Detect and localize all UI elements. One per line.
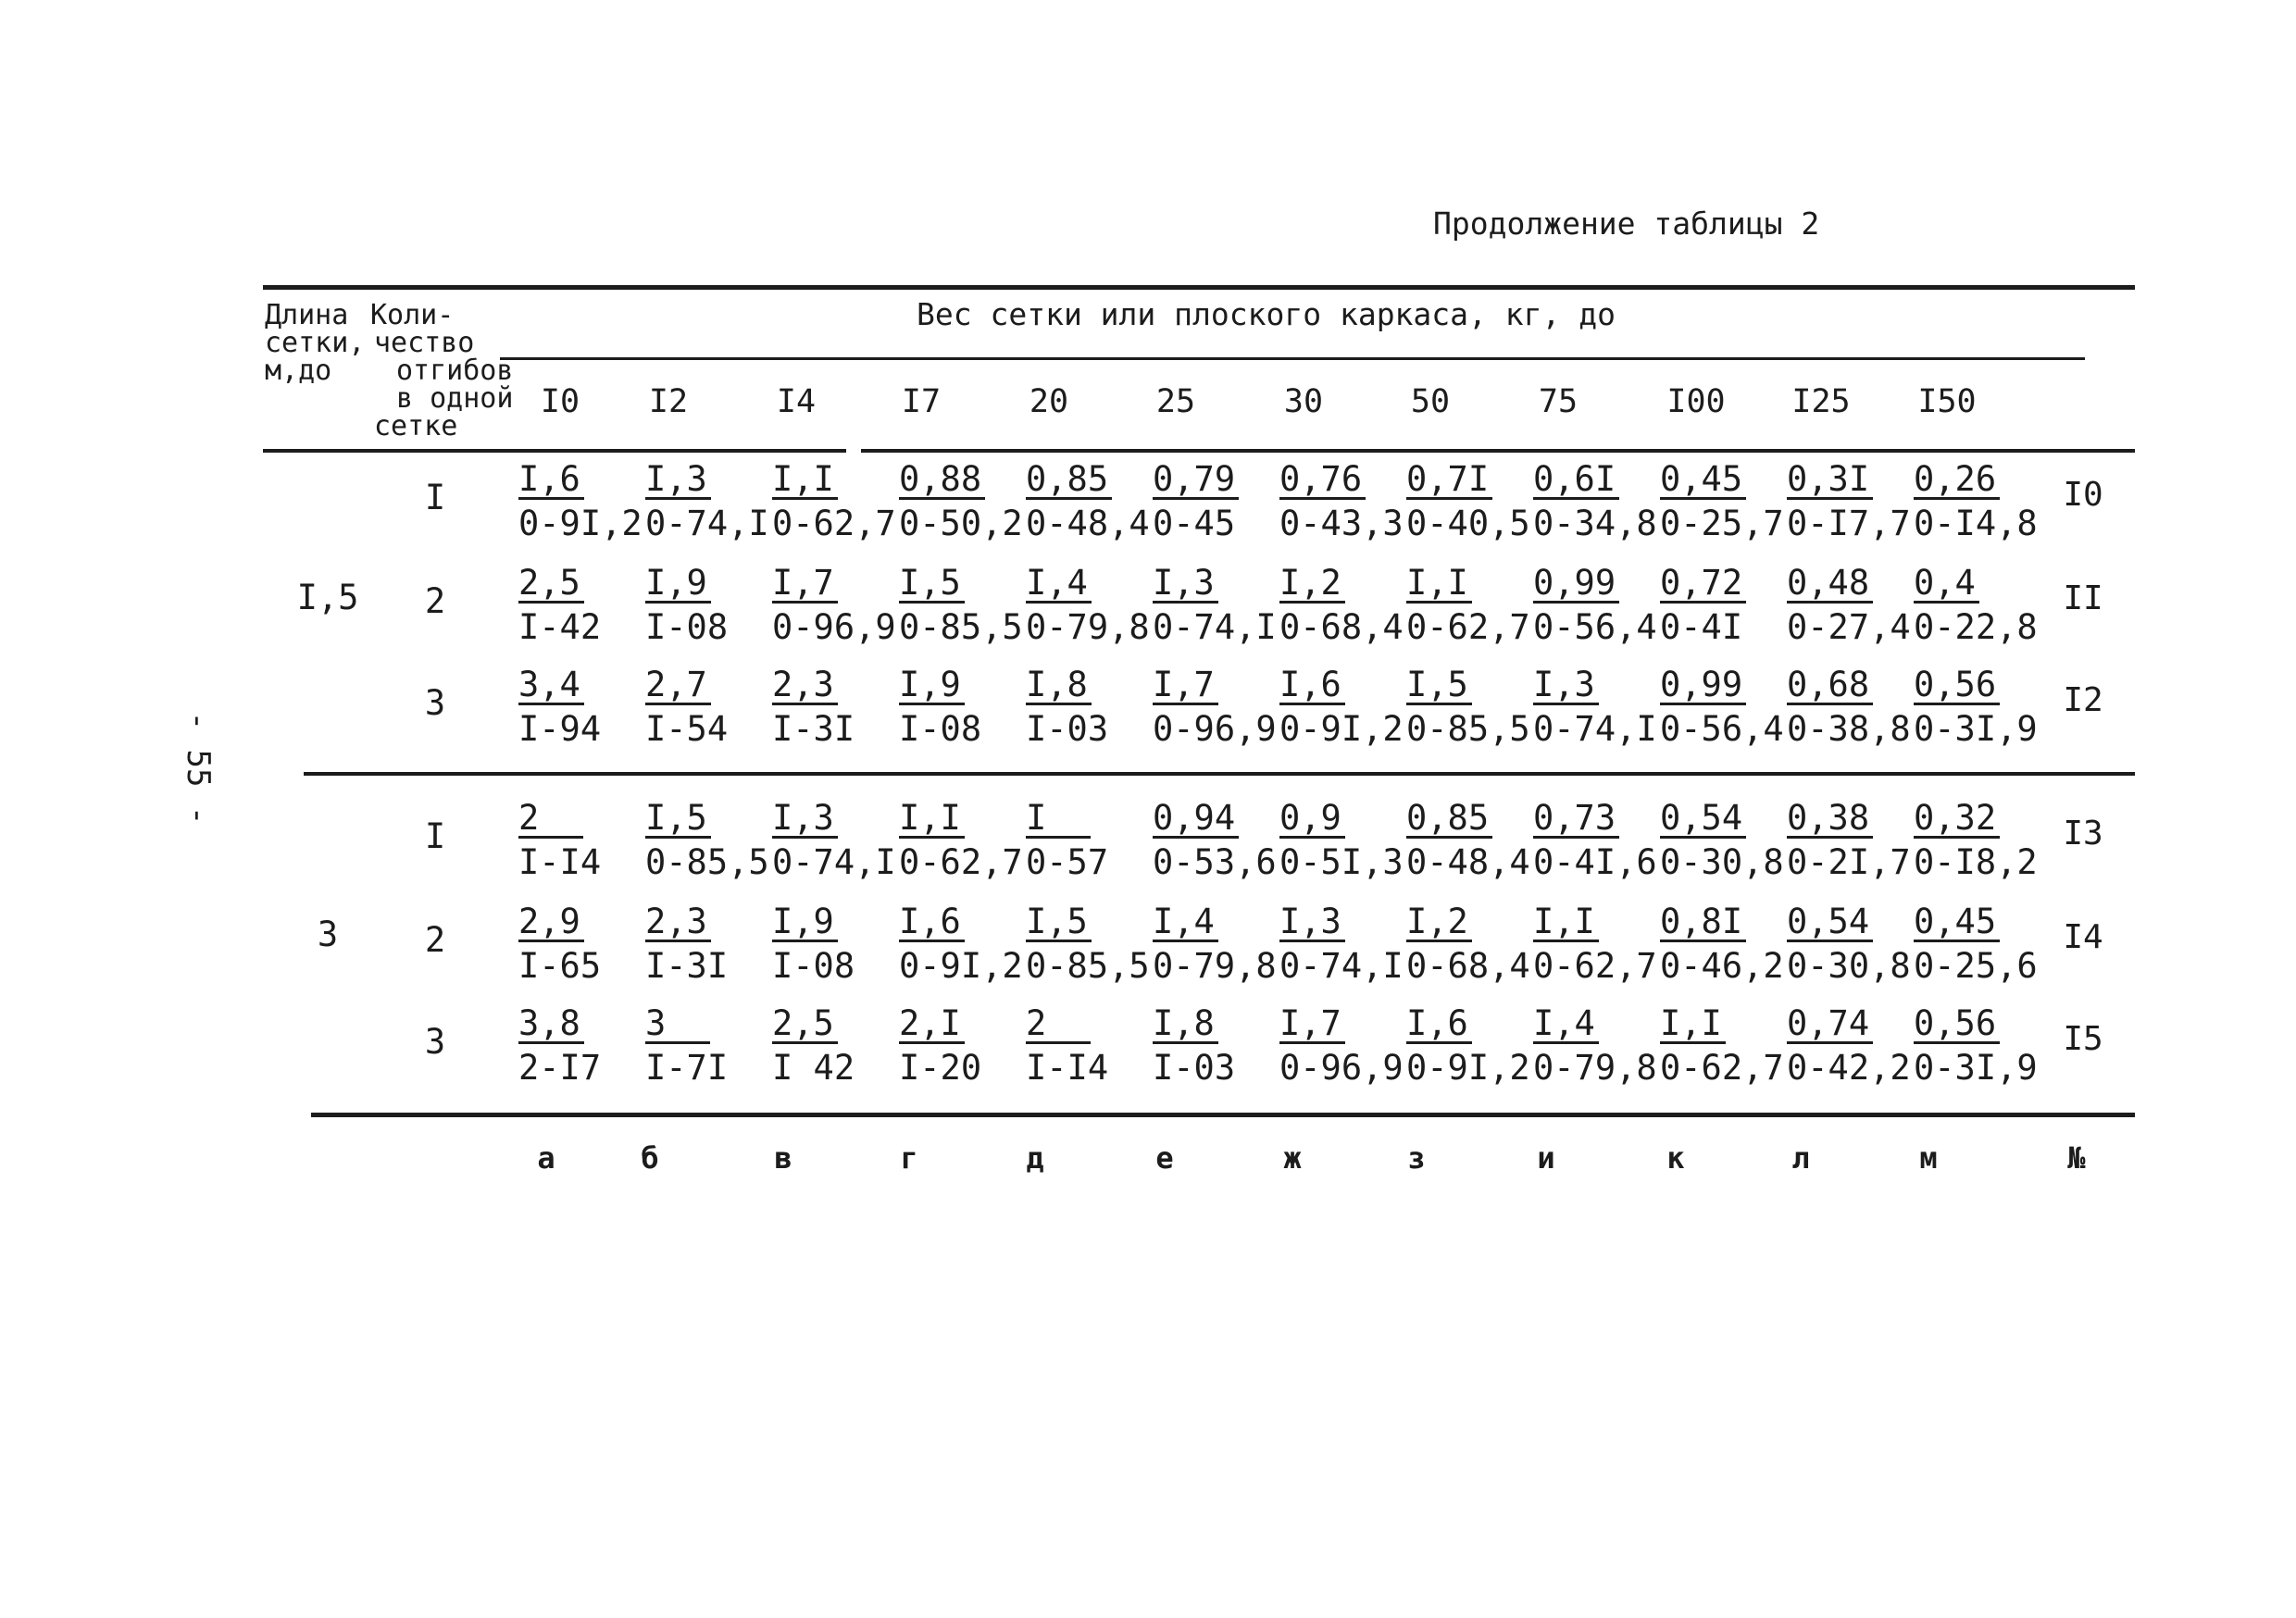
cell-coefficient: 0,45 <box>1914 904 2000 942</box>
cell-price-code: 0-27,4 <box>1787 607 1911 647</box>
cell-coefficient: 0,45 <box>1660 462 1746 500</box>
cell-coefficient: 2 <box>518 801 583 839</box>
count-header-line: сетке <box>374 410 458 442</box>
cell-price-code: 0-85,5 <box>645 842 769 882</box>
table-cell <box>1153 665 1279 750</box>
cell-price-code: I-I4 <box>518 842 602 882</box>
table-cell <box>899 1003 1025 1089</box>
cell-coefficient: I,I <box>1406 566 1472 604</box>
cell-coefficient: 0,85 <box>1406 801 1492 839</box>
table-cell <box>645 1003 771 1089</box>
length-header-line: м,до <box>265 355 332 387</box>
table-cell <box>1787 1003 1913 1089</box>
table-cell <box>1914 798 2040 883</box>
table-cell <box>1279 459 1405 544</box>
column-letter: м <box>1919 1140 1938 1176</box>
cell-price-code: 0-4I,6 <box>1533 842 1657 882</box>
cell-coefficient: 0,26 <box>1914 462 2000 500</box>
table-cell <box>518 459 644 544</box>
cell-coefficient: I,6 <box>518 462 584 500</box>
cell-coefficient: I,I <box>899 801 965 839</box>
table-cell <box>1533 1003 1659 1089</box>
cell-price-code: 0-62,7 <box>1660 1048 1784 1088</box>
cell-price-code: 0-74,I <box>1153 607 1277 647</box>
cell-coefficient: I,5 <box>645 801 711 839</box>
count-header-line: отгибов <box>396 355 514 387</box>
cell-price-code: I-94 <box>518 709 602 749</box>
cell-coefficient: 2,7 <box>645 667 711 705</box>
cell-price-code: 0-56,4 <box>1533 607 1657 647</box>
cell-price-code: 0-62,7 <box>1406 607 1530 647</box>
column-letter: е <box>1155 1140 1174 1176</box>
table-cell <box>1787 798 1913 883</box>
weight-column-header: I4 <box>776 383 817 420</box>
cell-price-code: 0-25,7 <box>1660 504 1784 543</box>
table-cell <box>1279 902 1405 987</box>
cell-coefficient: I <box>1026 801 1091 839</box>
cell-coefficient: I,5 <box>1406 667 1472 705</box>
grid-length-value: 3 <box>317 915 339 954</box>
table-cell <box>1914 563 2040 648</box>
weight-header-title: Вес сетки или плоского каркаса, кг, до <box>917 296 1616 332</box>
table-cell <box>1279 798 1405 883</box>
cell-price-code: 0-46,2 <box>1660 946 1784 986</box>
length-header-line: сетки, <box>265 327 366 359</box>
table-cell <box>1533 798 1659 883</box>
weight-column-header: 20 <box>1029 383 1069 420</box>
cell-coefficient: 0,56 <box>1914 667 2000 705</box>
cell-price-code: 0-34,8 <box>1533 504 1657 543</box>
cell-coefficient: 2,3 <box>645 904 711 942</box>
cell-coefficient: 0,88 <box>899 462 985 500</box>
cell-coefficient: I,2 <box>1406 904 1472 942</box>
table-cell <box>1406 798 1532 883</box>
cell-price-code: 0-96,9 <box>772 607 896 647</box>
table-cell <box>1660 1003 1786 1089</box>
table-cell <box>1153 902 1279 987</box>
table-cell <box>1153 459 1279 544</box>
table-cell <box>645 563 771 648</box>
table-cell <box>1279 1003 1405 1089</box>
cell-price-code: 0-25,6 <box>1914 946 2038 986</box>
cell-coefficient: I,3 <box>645 462 711 500</box>
count-header-line: Коли- <box>370 299 455 331</box>
table-cell <box>1660 459 1786 544</box>
weight-column-header: I0 <box>540 383 580 420</box>
table-cell <box>1660 665 1786 750</box>
column-letter: л <box>1791 1140 1810 1176</box>
cell-coefficient: 3,8 <box>518 1006 584 1044</box>
table-cell <box>772 1003 898 1089</box>
table-cell <box>518 563 644 648</box>
weight-column-header: I50 <box>1917 383 1977 420</box>
cell-coefficient: 0,56 <box>1914 1006 2000 1044</box>
column-letter: ж <box>1283 1140 1302 1176</box>
cell-coefficient: I,9 <box>772 904 838 942</box>
header-bottom-rule-right <box>861 449 2135 453</box>
cell-coefficient: 2,I <box>899 1006 965 1044</box>
table-cell <box>1406 902 1532 987</box>
table-cell <box>518 665 644 750</box>
cell-coefficient: I,7 <box>1279 1006 1345 1044</box>
cell-coefficient: 2 <box>1026 1006 1091 1044</box>
cell-price-code: I-03 <box>1153 1048 1236 1088</box>
table-cell <box>772 902 898 987</box>
cell-price-code: I-65 <box>518 946 602 986</box>
cell-price-code: 0-62,7 <box>1533 946 1657 986</box>
cell-price-code: 0-42,2 <box>1787 1048 1911 1088</box>
cell-coefficient: I,9 <box>899 667 965 705</box>
cell-coefficient: 0,54 <box>1660 801 1746 839</box>
weight-column-header: 50 <box>1410 383 1451 420</box>
cell-coefficient: I,3 <box>1153 566 1218 604</box>
count-header-line: чество <box>374 327 475 359</box>
cell-coefficient: I,4 <box>1533 1006 1599 1044</box>
table-cell <box>1787 459 1913 544</box>
cell-price-code: 0-30,8 <box>1660 842 1784 882</box>
cell-price-code: I 42 <box>772 1048 855 1088</box>
cell-price-code: I-08 <box>645 607 729 647</box>
cell-price-code: I-03 <box>1026 709 1109 749</box>
cell-price-code: 0-I4,8 <box>1914 504 2038 543</box>
table-cell <box>1026 798 1152 883</box>
cell-coefficient: 0,68 <box>1787 667 1873 705</box>
cell-coefficient: I,I <box>1660 1006 1726 1044</box>
cell-coefficient: I,8 <box>1026 667 1092 705</box>
cell-price-code: I-08 <box>772 946 855 986</box>
cell-price-code: 0-57 <box>1026 842 1109 882</box>
table-cell <box>1660 563 1786 648</box>
cell-price-code: 0-3I,9 <box>1914 1048 2038 1088</box>
row-number: I3 <box>2063 815 2103 853</box>
table-cell <box>899 798 1025 883</box>
grid-length-value: I,5 <box>296 578 359 617</box>
cell-price-code: I-42 <box>518 607 602 647</box>
cell-coefficient: I,6 <box>1279 667 1345 705</box>
weight-column-header: I00 <box>1666 383 1726 420</box>
cell-price-code: 0-68,4 <box>1279 607 1404 647</box>
bottom-rule <box>311 1113 2135 1117</box>
table-cell <box>1533 459 1659 544</box>
table-cell <box>1533 563 1659 648</box>
table-cell <box>1153 798 1279 883</box>
cell-price-code: I-54 <box>645 709 729 749</box>
cell-coefficient: I,6 <box>1406 1006 1472 1044</box>
cell-price-code: 0-74,I <box>772 842 896 882</box>
cell-coefficient: I,5 <box>899 566 965 604</box>
top-rule <box>263 285 2135 290</box>
cell-coefficient: 0,3I <box>1787 462 1873 500</box>
cell-coefficient: 0,79 <box>1153 462 1239 500</box>
table-cell <box>518 1003 644 1089</box>
cell-price-code: 0-85,5 <box>1406 709 1530 749</box>
cell-price-code: 0-74,I <box>1279 946 1404 986</box>
column-letter: д <box>1026 1140 1044 1176</box>
table-cell <box>1153 1003 1279 1089</box>
cell-price-code: I-I4 <box>1026 1048 1109 1088</box>
cell-price-code: 0-38,8 <box>1787 709 1911 749</box>
row-number: I2 <box>2063 681 2103 719</box>
cell-coefficient: 0,94 <box>1153 801 1239 839</box>
header-sub-rule <box>500 357 2085 360</box>
cell-coefficient: 0,6I <box>1533 462 1619 500</box>
cell-price-code: 0-3I,9 <box>1914 709 2038 749</box>
length-header-line: Длина <box>265 299 349 331</box>
weight-column-header: I25 <box>1791 383 1851 420</box>
cell-price-code: I-7I <box>645 1048 729 1088</box>
weight-column-header: 25 <box>1155 383 1196 420</box>
bend-count-value: 3 <box>424 683 446 723</box>
cell-coefficient: 0,99 <box>1660 667 1746 705</box>
cell-coefficient: 3 <box>645 1006 710 1044</box>
cell-price-code: 0-85,5 <box>1026 946 1150 986</box>
cell-coefficient: 0,4 <box>1914 566 1979 604</box>
cell-price-code: 0-56,4 <box>1660 709 1784 749</box>
cell-coefficient: 0,48 <box>1787 566 1873 604</box>
table-cell <box>899 459 1025 544</box>
row-number: I0 <box>2063 476 2103 514</box>
cell-price-code: 0-79,8 <box>1026 607 1150 647</box>
column-letter: к <box>1666 1140 1685 1176</box>
count-header-line: в одной <box>396 382 514 415</box>
table-cell <box>1406 665 1532 750</box>
table-cell <box>1533 665 1659 750</box>
page-number: - 55 - <box>180 711 217 826</box>
cell-price-code: 0-62,7 <box>772 504 896 543</box>
weight-column-header: I7 <box>901 383 942 420</box>
cell-coefficient: I,7 <box>1153 667 1218 705</box>
cell-price-code: 0-79,8 <box>1533 1048 1657 1088</box>
group-divider-rule <box>304 772 2135 776</box>
column-letter: № <box>2067 1140 2086 1176</box>
table-cell <box>1026 563 1152 648</box>
cell-price-code: I-20 <box>899 1048 982 1088</box>
cell-price-code: 0-2I,7 <box>1787 842 1911 882</box>
cell-price-code: 0-74,I <box>645 504 769 543</box>
table-cell <box>772 798 898 883</box>
cell-price-code: I-08 <box>899 709 982 749</box>
cell-coefficient: 0,73 <box>1533 801 1619 839</box>
cell-coefficient: I,3 <box>772 801 838 839</box>
cell-price-code: 0-96,9 <box>1279 1048 1404 1088</box>
table-cell <box>1914 665 2040 750</box>
length-header <box>265 299 366 387</box>
cell-coefficient: 0,54 <box>1787 904 1873 942</box>
table-cell <box>772 665 898 750</box>
cell-price-code: 0-68,4 <box>1406 946 1530 986</box>
row-number: I4 <box>2063 918 2103 956</box>
cell-price-code: 0-5I,3 <box>1279 842 1404 882</box>
table-cell <box>1153 563 1279 648</box>
table-cell <box>1914 1003 2040 1089</box>
cell-coefficient: 0,9 <box>1279 801 1345 839</box>
bend-count-value: I <box>424 816 446 856</box>
table-cell <box>518 798 644 883</box>
cell-coefficient: I,4 <box>1026 566 1092 604</box>
cell-price-code: 0-79,8 <box>1153 946 1277 986</box>
cell-price-code: 0-40,5 <box>1406 504 1530 543</box>
cell-coefficient: I,I <box>1533 904 1599 942</box>
column-letter: и <box>1537 1140 1555 1176</box>
cell-price-code: 0-I8,2 <box>1914 842 2038 882</box>
column-letter: а <box>537 1140 555 1176</box>
cell-coefficient: 0,38 <box>1787 801 1873 839</box>
row-number: I5 <box>2063 1020 2103 1058</box>
cell-price-code: 0-45 <box>1153 504 1236 543</box>
cell-price-code: 0-43,3 <box>1279 504 1404 543</box>
cell-coefficient: I,I <box>772 462 838 500</box>
table-cell <box>1914 902 2040 987</box>
table-cell <box>1787 563 1913 648</box>
cell-price-code: I-3I <box>645 946 729 986</box>
bend-count-value: I <box>424 478 446 517</box>
cell-price-code: 0-9I,2 <box>518 504 643 543</box>
table-cell <box>772 563 898 648</box>
cell-coefficient: I,3 <box>1279 904 1345 942</box>
cell-price-code: 0-50,2 <box>899 504 1023 543</box>
table-cell <box>1279 665 1405 750</box>
table-cell <box>1026 665 1152 750</box>
cell-price-code: 0-9I,2 <box>1406 1048 1530 1088</box>
cell-coefficient: 2,3 <box>772 667 838 705</box>
cell-coefficient: 0,85 <box>1026 462 1112 500</box>
cell-price-code: 0-9I,2 <box>899 946 1023 986</box>
column-letter: г <box>900 1140 918 1176</box>
cell-price-code: 0-96,9 <box>1153 709 1277 749</box>
column-letter: в <box>774 1140 792 1176</box>
cell-price-code: 0-48,4 <box>1026 504 1150 543</box>
cell-coefficient: 0,8I <box>1660 904 1746 942</box>
cell-coefficient: 0,32 <box>1914 801 2000 839</box>
cell-price-code: 0-22,8 <box>1914 607 2038 647</box>
table-cell <box>1406 1003 1532 1089</box>
table-cell <box>1660 902 1786 987</box>
cell-coefficient: 0,72 <box>1660 566 1746 604</box>
weight-column-header: 30 <box>1283 383 1324 420</box>
row-number: II <box>2063 579 2103 617</box>
cell-coefficient: I,8 <box>1153 1006 1218 1044</box>
cell-price-code: 0-53,6 <box>1153 842 1277 882</box>
table-cell <box>1406 563 1532 648</box>
cell-price-code: 0-74,I <box>1533 709 1657 749</box>
table-cell <box>1787 665 1913 750</box>
cell-price-code: 2-I7 <box>518 1048 602 1088</box>
column-letter: з <box>1407 1140 1426 1176</box>
table-cell <box>1026 902 1152 987</box>
count-header <box>370 299 514 442</box>
cell-coefficient: I,2 <box>1279 566 1345 604</box>
cell-price-code: 0-9I,2 <box>1279 709 1404 749</box>
cell-coefficient: 0,99 <box>1533 566 1619 604</box>
cell-coefficient: 3,4 <box>518 667 584 705</box>
cell-price-code: 0-30,8 <box>1787 946 1911 986</box>
table-cell <box>1787 902 1913 987</box>
cell-price-code: 0-4I <box>1660 607 1743 647</box>
table-cell <box>899 665 1025 750</box>
table-cell <box>1406 459 1532 544</box>
table-cell <box>899 563 1025 648</box>
cell-coefficient: 0,7I <box>1406 462 1492 500</box>
table-cell <box>645 798 771 883</box>
weight-column-header: 75 <box>1538 383 1578 420</box>
cell-price-code: 0-I7,7 <box>1787 504 1911 543</box>
table-cell <box>1279 563 1405 648</box>
cell-coefficient: 2,9 <box>518 904 584 942</box>
table-cell <box>1660 798 1786 883</box>
cell-coefficient: 0,76 <box>1279 462 1366 500</box>
bend-count-value: 2 <box>424 920 446 960</box>
table-cell <box>1914 459 2040 544</box>
column-letter: б <box>641 1140 659 1176</box>
weight-column-header: I2 <box>648 383 689 420</box>
table-cell <box>518 902 644 987</box>
table-cell <box>1026 1003 1152 1089</box>
cell-coefficient: I,5 <box>1026 904 1092 942</box>
table-cell <box>645 902 771 987</box>
cell-coefficient: I,6 <box>899 904 965 942</box>
bend-count-value: 2 <box>424 581 446 621</box>
cell-coefficient: I,9 <box>645 566 711 604</box>
table-cell <box>645 459 771 544</box>
cell-price-code: 0-62,7 <box>899 842 1023 882</box>
cell-coefficient: 0,74 <box>1787 1006 1873 1044</box>
header-bottom-rule-left <box>263 449 846 453</box>
cell-coefficient: 2,5 <box>518 566 584 604</box>
cell-price-code: 0-85,5 <box>899 607 1023 647</box>
cell-price-code: I-3I <box>772 709 855 749</box>
cell-coefficient: I,3 <box>1533 667 1599 705</box>
table-cell <box>645 665 771 750</box>
cell-coefficient: I,4 <box>1153 904 1218 942</box>
cell-price-code: 0-48,4 <box>1406 842 1530 882</box>
table-caption: Продолжение таблицы 2 <box>1433 205 1820 242</box>
table-cell <box>1533 902 1659 987</box>
table-cell <box>772 459 898 544</box>
table-cell <box>899 902 1025 987</box>
cell-coefficient: I,7 <box>772 566 838 604</box>
cell-coefficient: 2,5 <box>772 1006 838 1044</box>
table-cell <box>1026 459 1152 544</box>
bend-count-value: 3 <box>424 1022 446 1062</box>
